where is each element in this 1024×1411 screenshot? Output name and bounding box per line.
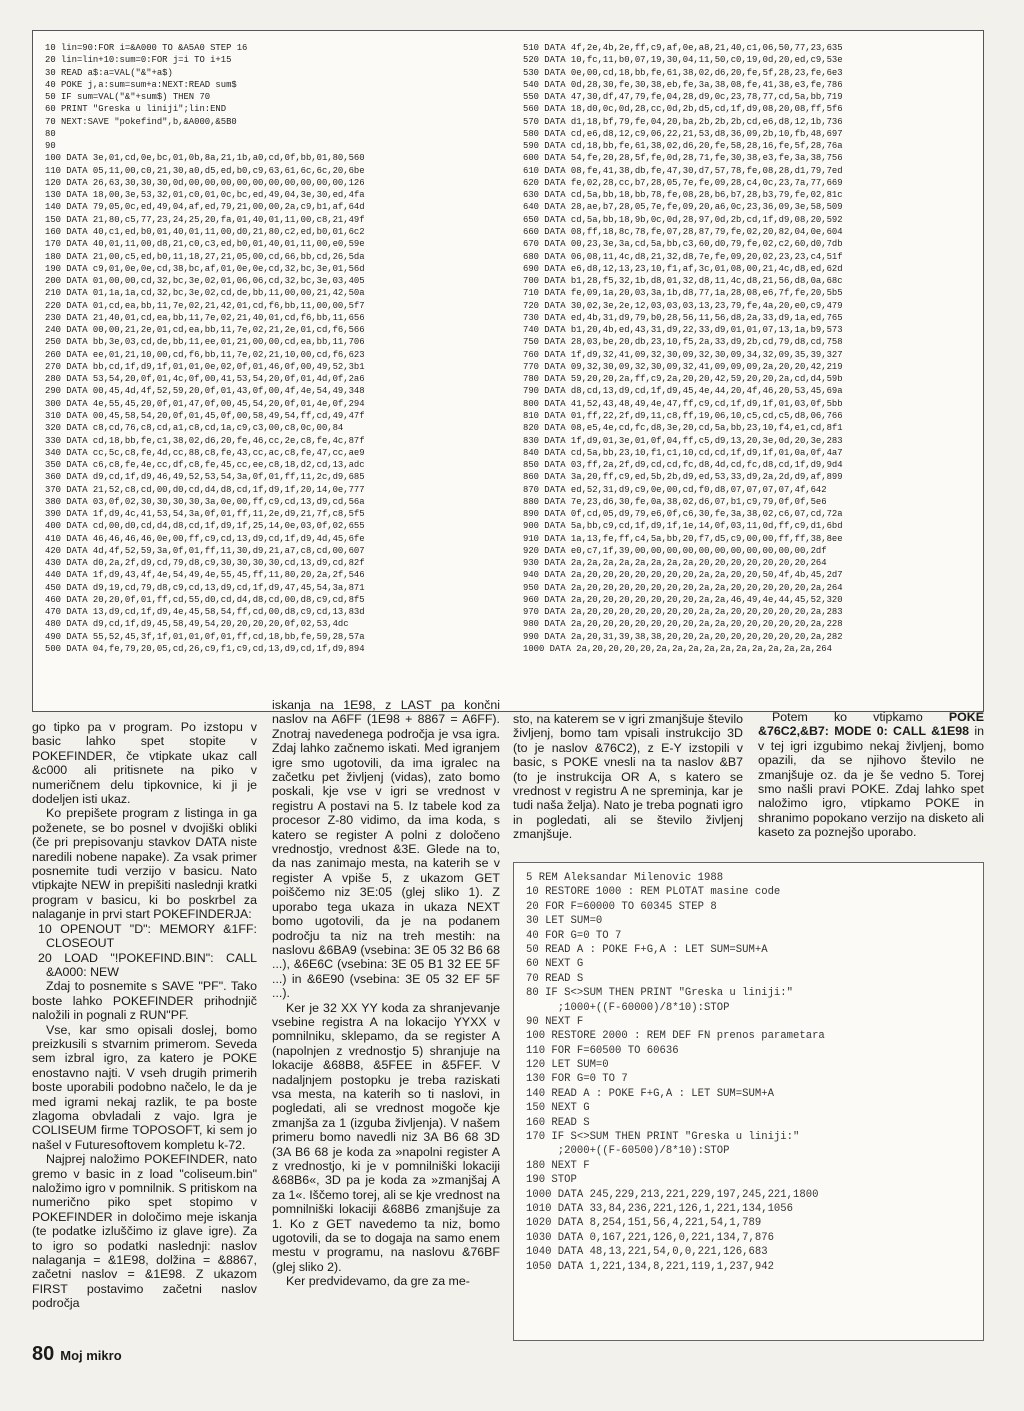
listing-line: 410 DATA 46,46,46,46,0e,00,ff,c9,cd,13,d9,cd,1f,d9,4d,45,6fe xyxy=(45,533,365,544)
paragraph: Zdaj to posnemite s SAVE "PF". Tako boste lahko POKEFINDER prihodnjič naložili in pognali z RUN"PF. xyxy=(32,979,257,1023)
listing-line: 80 xyxy=(45,128,56,139)
listing-line: 890 DATA 0f,cd,05,d9,79,e6,0f,c6,30,fe,3a,38,02,c6,07,cd,72a xyxy=(523,509,843,520)
listing-line: 70 READ S xyxy=(526,972,584,985)
article-column-2 xyxy=(272,698,500,1289)
listing-line: 110 DATA 05,11,00,c0,21,30,a0,d5,ed,b0,c9,63,61,6c,6c,20,6be xyxy=(45,165,365,176)
listing-line: 550 DATA 47,30,df,47,79,fe,04,28,d9,0c,23,78,77,cd,5a,bb,719 xyxy=(523,92,843,103)
listing-line: 40 POKE j,a:sum=sum+a:NEXT:READ sum$ xyxy=(45,79,237,90)
listing-line: 690 DATA e6,d8,12,13,23,10,f1,af,3c,01,08,00,21,4c,d8,ed,62d xyxy=(523,263,843,274)
paragraph: Ker je 32 XX YY koda za shranjevanje vsebine registra A na lokacijo YYXX v pomnilniku, sklepamo, da se register A (napolnjen z vrednostjo 5) shranjuje na lokacije &68B8, &5FEE in &5FEF. V nadaljnjem postopku je treba raziskati vsa mesta, na katerih so ti naslovi, in pogledati, ali se vrednost mogoče kje zmanjša za 1 (izguba življenja). V našem primeru bomo navedli niz 3A B6 68 3D (3A B6 68 je koda za »napolni register A z vrednostjo, ki je v pomnilniški lokaciji &68B6«, 3D pa je koda za »zmanjšaj A za 1«. Iščemo torej, ali se kje vrednost na pomnilniški lokaciji &68B6 zmanjšuje za 1. Ko z GET navedemo ta niz, bomo ugotovili, da se to dogaja na samo enem mestu v programu, na naslovu &76BF (glej sliko 2). xyxy=(272,1000,500,1274)
text-run: in v tej igri izgubimo nekaj življenj, bomo opazili, da se njihovo število ne zmanjšuje oz. da je še vedno 5. Torej smo našli pravi POKE. Zdaj lahko spet naložimo igro, vtipkamo POKE in shranimo popokano verzijo na disketo ali kaseto za poznejšo uporabo. xyxy=(758,724,984,840)
machine-code-listing-box xyxy=(32,30,984,712)
listing-right-column xyxy=(523,42,979,655)
listing-line: 1030 DATA 0,167,221,126,0,221,134,7,876 xyxy=(526,1231,774,1244)
page-footer xyxy=(32,1343,122,1366)
listing-line: 30 LET SUM=0 xyxy=(526,915,603,928)
listing-line: 140 READ A : POKE F+G,A : LET SUM=SUM+A xyxy=(526,1087,774,1100)
listing-line: 960 DATA 2a,20,20,20,20,20,20,20,2a,2a,46,49,4e,44,45,52,320 xyxy=(523,594,843,605)
listing-line: 10 lin=90:FOR i=&A000 TO &A5A0 STEP 16 xyxy=(45,43,248,53)
listing-line: 450 DATA d9,19,cd,79,d8,c9,cd,13,d9,cd,1f,d9,47,45,54,3a,871 xyxy=(45,582,365,593)
paragraph: sto, na katerem se v igri zmanjšuje število življenj, bomo tam vpisali instrukcijo 3D (to je naslov &76C2), z E-Y izstopili v basic, s POKE vnesli na ta naslov &B7 (to je instrukcija OR A, s katero se vrednost v registru A ne spreminja, kar je tudi naša želja). Nato je treba pognati igro in pogledati, ali se število življenj zmanjšuje. xyxy=(513,712,743,842)
listing-left-column xyxy=(45,42,505,655)
paragraph: Ko prepišete program z listinga in ga poženete, se bo posnel v dvojiški obliki (če pri prepisovanju stavkov DATA niste naredili nobene napake). Za vsak primer posnemite tudi verzijo v basicu. Nato vtipkajte NEW in prepišiti naslednji kratki program v basicu, ki bo poskrbel za nalaganje in prvi start POKEFINDERJA: xyxy=(32,806,257,922)
listing-line: 790 DATA d8,cd,13,d9,cd,1f,d9,45,4e,44,20,4f,46,20,53,45,69a xyxy=(523,386,843,397)
listing-line: 140 DATA 79,05,0c,ed,49,04,af,ed,79,21,00,00,2a,c9,b1,af,64d xyxy=(45,202,365,213)
listing-line: 920 DATA e0,c7,1f,39,00,00,00,00,00,00,00,00,00,00,00,2df xyxy=(523,545,827,556)
listing-line: 90 NEXT F xyxy=(526,1015,584,1028)
listing-line: 610 DATA 08,fe,41,38,db,fe,47,30,d7,57,78,fe,08,28,d1,79,7ed xyxy=(523,165,843,176)
listing-line: 940 DATA 2a,20,20,20,20,20,20,20,2a,2a,20,20,50,4f,4b,45,2d7 xyxy=(523,570,843,581)
listing-line: 150 NEXT G xyxy=(526,1102,590,1115)
magazine-name: Moj mikro xyxy=(60,1348,122,1363)
listing-line: 480 DATA d9,cd,1f,d9,45,58,49,54,20,20,20,20,0f,02,53,4dc xyxy=(45,619,349,630)
listing-line: 510 DATA 4f,2e,4b,2e,ff,c9,af,0e,a8,21,40,c1,06,50,77,23,635 xyxy=(523,43,843,53)
listing-line: 70 NEXT:SAVE "pokefind",b,&A000,&5B0 xyxy=(45,116,237,127)
listing-line: 660 DATA 08,ff,18,8c,78,fe,07,28,87,79,fe,02,20,82,04,0e,604 xyxy=(523,226,843,237)
listing-line: 670 DATA 00,23,3e,3a,cd,5a,bb,c3,60,d0,79,fe,02,c2,60,d0,7db xyxy=(523,239,843,250)
listing-line: 170 DATA 40,01,11,00,d8,21,c0,c3,ed,b0,01,40,01,11,00,e0,59e xyxy=(45,239,365,250)
listing-line: 440 DATA 1f,d9,43,4f,4e,54,49,4e,55,45,ff,11,80,20,2a,2f,546 xyxy=(45,570,365,581)
listing-line: 290 DATA 00,45,4d,4f,52,59,20,0f,01,43,0f,00,4f,4e,54,49,348 xyxy=(45,386,365,397)
listing-line: 60 NEXT G xyxy=(526,958,584,971)
listing-line: 760 DATA 1f,d9,32,41,09,32,30,09,32,30,09,34,32,09,35,39,327 xyxy=(523,349,843,360)
listing-line: 700 DATA b1,28,f5,32,1b,d8,01,32,d8,11,4c,d8,21,56,d8,0a,68c xyxy=(523,276,843,287)
listing-line: 160 DATA 40,c1,ed,b0,01,40,01,11,00,d0,21,80,c2,ed,b0,01,6c2 xyxy=(45,226,365,237)
listing-line: 60 PRINT "Greska u liniji";lin:END xyxy=(45,104,227,115)
listing-line: 870 DATA ed,52,31,d9,c9,0e,00,cd,f0,d8,07,07,07,07,4f,642 xyxy=(523,484,827,495)
listing-line: 390 DATA 1f,d9,4c,41,53,54,3a,0f,01,ff,11,2e,d9,21,7f,c8,5f5 xyxy=(45,509,365,520)
listing-line: 990 DATA 2a,20,31,39,38,38,20,20,2a,20,20,20,20,20,20,2a,282 xyxy=(523,631,843,642)
listing-line: 180 DATA 21,00,c5,ed,b0,11,18,27,21,05,00,cd,66,bb,cd,26,5da xyxy=(45,251,365,262)
listing-line: 400 DATA cd,00,d0,cd,d4,d8,cd,1f,d9,1f,25,14,0e,03,0f,02,655 xyxy=(45,521,365,532)
paragraph: iskanja na 1E98, z LAST pa končni naslov na A6FF (1E98 + 8867 = A6FF). Znotraj navedenega področja je vsa igra. Zdaj lahko začnemo iskati. Med igranjem igre smo ugotovili, da ima igralec na začetku pet življenj (vidas), zato bomo poskali, kje vse v igri se vrednost v registru A postavi na 5. Iz tabele kod za procesor Z-80 vidimo, da ima koda, s katero se register A polni z določeno vrednostjo, vrednost &3E. Glede na to, da nas zanimajo mesta, na katerih se v register A vpiše 5, z ukazom GET poiščemo niz 3E:05 (glej sliko 1). Z uporabo tega ukaza in ukaza NEXT bomo ugotovili, da je na podanem področju ta niz na treh mestih: na naslovu &6BA9 (vsebina: 3E 05 32 B6 68 ...), &6E6C (vsebina: 3E 05 B1 32 EE 5F ...) in &6E90 (vsebina: 3E 05 32 EF 5F ...). xyxy=(272,698,500,1001)
listing-line: 100 DATA 3e,01,cd,0e,bc,01,0b,8a,21,1b,a0,cd,0f,bb,01,80,560 xyxy=(45,153,365,164)
article-column-3 xyxy=(513,712,743,842)
listing-line: 840 DATA cd,5a,bb,23,10,f1,c1,10,cd,cd,1f,d9,1f,01,0a,0f,4a7 xyxy=(523,447,843,458)
listing-line: 130 FOR G=0 TO 7 xyxy=(526,1073,628,1086)
listing-line: 170 IF S<>SUM THEN PRINT "Greska u liniji:" xyxy=(526,1131,800,1144)
code-line: 10 OPENOUT "D": MEMORY &1FF: CLOSEOUT xyxy=(38,921,257,951)
poke-command: POKE &76C2,&B7: MODE 0: CALL &1E98 xyxy=(758,710,984,739)
listing-line: 30 READ a$:a=VAL("&"+a$) xyxy=(45,67,173,78)
listing-line: 120 DATA 26,63,30,30,30,0d,00,00,00,00,00,00,00,00,00,00,126 xyxy=(45,177,365,188)
listing-line: 20 FOR F=60000 TO 60345 STEP 8 xyxy=(526,900,717,913)
code-line: 20 LOAD "!POKEFIND.BIN": CALL &A000: NEW xyxy=(38,950,257,979)
listing-line: 210 DATA 01,1a,1a,cd,32,bc,3e,02,cd,de,bb,11,00,00,21,42,50a xyxy=(45,288,365,299)
listing-line: 910 DATA 1a,13,fe,ff,c4,5a,bb,20,f7,d5,c9,00,00,ff,ff,38,8ee xyxy=(523,533,843,544)
listing-line: 580 DATA cd,e6,d8,12,c9,06,22,21,53,d8,36,09,2b,10,fb,48,697 xyxy=(523,128,843,139)
listing-line: 100 RESTORE 2000 : REM DEF FN prenos parametara xyxy=(526,1030,825,1043)
listing-line: 120 LET SUM=0 xyxy=(526,1059,609,1072)
listing-line: 10 RESTORE 1000 : REM PLOTAT masine code xyxy=(526,886,781,899)
listing-line: 180 NEXT F xyxy=(526,1159,590,1172)
paragraph: go tipko pa v program. Po izstopu v basic lahko spet stopite v POKEFINDER, če vtipkate ukaz call &c000 ali pritisnete na piko v numeričnem delu tipkovnice, ki ji je dodeljen isti ukaz. xyxy=(32,720,257,807)
listing-line: 130 DATA 18,00,3e,53,32,01,c0,01,0c,bc,ed,49,04,3e,30,ed,4fa xyxy=(45,190,365,201)
listing-line: 540 DATA 0d,28,30,fe,30,38,eb,fe,3a,38,08,fe,41,38,e3,fe,786 xyxy=(523,79,843,90)
listing-line: 420 DATA 4d,4f,52,59,3a,0f,01,ff,11,30,d9,21,a7,c8,cd,00,607 xyxy=(45,545,365,556)
listing-line: 620 DATA fe,02,28,cc,b7,28,05,7e,fe,09,28,c4,0c,23,7a,77,669 xyxy=(523,177,843,188)
listing-line: 880 DATA 7e,23,d6,30,fe,0a,38,02,d6,07,b1,c9,79,0f,0f,5e6 xyxy=(523,496,827,507)
listing-line: 950 DATA 2a,20,20,20,20,20,20,20,2a,2a,20,20,20,20,20,2a,264 xyxy=(523,582,843,593)
listing-line: 680 DATA 06,08,11,4c,d8,21,32,d8,7e,fe,09,20,02,23,23,c4,51f xyxy=(523,251,843,262)
listing-line: 320 DATA c8,cd,76,c8,cd,a1,c8,cd,1a,c9,c3,00,c8,0c,00,84 xyxy=(45,423,344,434)
listing-line: 230 DATA 21,40,01,cd,ea,bb,11,7e,02,21,40,01,cd,f6,bb,11,656 xyxy=(45,312,365,323)
listing-line: 650 DATA cd,5a,bb,18,9b,0c,0d,28,97,0d,2b,cd,1f,d9,08,20,592 xyxy=(523,214,843,225)
listing-line: 470 DATA 13,d9,cd,1f,d9,4e,45,58,54,ff,cd,00,d8,c9,cd,13,83d xyxy=(45,607,365,618)
listing-line: 330 DATA cd,18,bb,fe,c1,38,02,d6,20,fe,46,cc,2e,c8,fe,4c,87f xyxy=(45,435,365,446)
text-run: Potem ko vtipkamo xyxy=(772,710,949,724)
listing-line: 280 DATA 53,54,20,0f,01,4c,0f,00,41,53,54,20,0f,01,4d,0f,2a6 xyxy=(45,374,365,385)
listing-line: 1020 DATA 8,254,151,56,4,221,54,1,789 xyxy=(526,1217,762,1230)
listing-line: 1040 DATA 48,13,221,54,0,0,221,126,683 xyxy=(526,1246,768,1259)
listing-line: 740 DATA b1,20,4b,ed,43,31,d9,22,33,d9,01,01,07,13,1a,b9,573 xyxy=(523,325,843,336)
listing-line: 710 DATA fe,09,1a,20,03,3a,1b,d8,77,1a,28,08,e6,7f,fe,20,5b5 xyxy=(523,288,843,299)
listing-line: 980 DATA 2a,20,20,20,20,20,20,20,2a,2a,20,20,20,20,20,2a,228 xyxy=(523,619,843,630)
paragraph: Ker predvidevamo, da gre za me- xyxy=(286,1274,470,1289)
listing-line: ;2000+((F-60500)/8*10):STOP xyxy=(526,1145,730,1158)
listing-line: 20 lin=lin+10:sum=0:FOR j=i TO i+15 xyxy=(45,55,232,66)
listing-line: 730 DATA ed,4b,31,d9,79,b0,28,56,11,56,d8,2a,33,d9,1a,ed,765 xyxy=(523,312,843,323)
listing-line: 830 DATA 1f,d9,01,3e,01,0f,04,ff,c5,d9,13,20,3e,0d,20,3e,283 xyxy=(523,435,843,446)
listing-line: 820 DATA 08,e5,4e,cd,fc,d8,3e,20,cd,5a,bb,23,10,f4,e1,cd,8f1 xyxy=(523,423,843,434)
article-column-4 xyxy=(758,710,984,840)
listing-line: 460 DATA 20,20,0f,01,ff,cd,55,d0,cd,d4,d8,cd,00,d8,c9,cd,8f5 xyxy=(45,594,365,605)
basic-listing xyxy=(526,871,825,1274)
listing-line: 560 DATA 18,d0,0c,0d,28,cc,0d,2b,d5,cd,1f,d9,08,20,08,ff,5f6 xyxy=(523,104,843,115)
listing-line: 90 xyxy=(45,141,56,152)
listing-line: 250 DATA bb,3e,03,cd,de,bb,11,ee,01,21,00,00,cd,ea,bb,11,706 xyxy=(45,337,365,348)
page-number: 80 xyxy=(32,1343,55,1365)
listing-line: 50 IF sum=VAL("&"+sum$) THEN 70 xyxy=(45,92,211,103)
listing-line: 360 DATA d9,cd,1f,d9,46,49,52,53,54,3a,0f,01,ff,11,2c,d9,685 xyxy=(45,472,365,483)
listing-line: 110 FOR F=60500 TO 60636 xyxy=(526,1044,679,1057)
listing-line: 350 DATA c6,c8,fe,4e,cc,df,c8,fe,45,cc,ee,c8,18,d2,cd,13,adc xyxy=(45,460,365,471)
listing-line: 150 DATA 21,80,c5,77,23,24,25,20,fa,01,40,01,11,00,c8,21,49f xyxy=(45,214,365,225)
listing-line: 970 DATA 2a,20,20,20,20,20,20,20,2a,2a,20,20,20,20,20,2a,283 xyxy=(523,607,843,618)
listing-line: 800 DATA 41,52,43,48,49,4e,47,ff,c9,cd,1f,d9,1f,01,03,0f,5bb xyxy=(523,398,843,409)
listing-line: 310 DATA 00,45,58,54,20,0f,01,45,0f,00,58,49,54,ff,cd,49,47f xyxy=(45,410,365,421)
listing-line: 720 DATA 30,02,3e,2e,12,03,03,03,13,23,79,fe,4a,20,e0,c9,479 xyxy=(523,300,843,311)
listing-line: 270 DATA bb,cd,1f,d9,1f,01,01,0e,02,0f,01,46,0f,00,49,52,3b1 xyxy=(45,361,365,372)
listing-line: 490 DATA 55,52,45,3f,1f,01,01,0f,01,ff,cd,18,bb,fe,59,28,57a xyxy=(45,631,365,642)
listing-line: 160 READ S xyxy=(526,1116,590,1129)
listing-line: 930 DATA 2a,2a,2a,2a,2a,2a,2a,2a,20,20,20,20,20,20,20,264 xyxy=(523,558,827,569)
listing-line: 750 DATA 28,03,be,20,db,23,10,f5,2a,33,d9,2b,cd,79,d8,cd,758 xyxy=(523,337,843,348)
listing-line: 260 DATA ee,01,21,10,00,cd,f6,bb,11,7e,02,21,10,00,cd,f6,623 xyxy=(45,349,365,360)
listing-line: 850 DATA 03,ff,2a,2f,d9,cd,cd,fc,d8,4d,cd,fc,d8,cd,1f,d9,9d4 xyxy=(523,460,843,471)
listing-line: 600 DATA 54,fe,20,28,5f,fe,0d,28,71,fe,30,38,e3,fe,3a,38,756 xyxy=(523,153,843,164)
listing-line: 50 READ A : POKE F+G,A : LET SUM=SUM+A xyxy=(526,943,768,956)
listing-line: 640 DATA 28,ae,b7,28,05,7e,fe,09,20,a6,0c,23,36,09,3e,58,509 xyxy=(523,202,843,213)
listing-line: 80 IF S<>SUM THEN PRINT "Greska u liniji:" xyxy=(526,987,794,1000)
listing-line: 1000 DATA 2a,20,20,20,20,2a,2a,2a,2a,2a,2a,2a,2a,2a,2a,264 xyxy=(523,644,832,655)
listing-line: 5 REM Aleksandar Milenovic 1988 xyxy=(526,872,724,884)
listing-line: 860 DATA 3a,20,ff,c9,ed,5b,2b,d9,ed,53,33,d9,2a,2d,d9,af,899 xyxy=(523,472,843,483)
listing-line: 530 DATA 0e,00,cd,18,bb,fe,61,38,02,d6,20,fe,5f,28,23,fe,6e3 xyxy=(523,67,843,78)
paragraph: Vse, kar smo opisali doslej, bomo preizkusili s stvarnim primerom. Seveda sem izbral igro, za katero je POKE enostavno najti. V vseh drugih primerih boste uporabili podobno načelo, le da je med igrami nekaj razlik, te pa boste zlagoma obvladali z vajo. Igra je COLISEUM firme TOPOSOFT, ki sem jo našel v Futuresoftovem kompletu k-72. xyxy=(32,1022,257,1152)
listing-line: 1010 DATA 33,84,236,221,126,1,221,134,1056 xyxy=(526,1202,794,1215)
listing-line: 810 DATA 01,ff,22,2f,d9,11,c8,ff,19,06,10,c5,cd,c5,d8,06,766 xyxy=(523,410,843,421)
listing-line: 780 DATA 59,20,20,2a,ff,c9,2a,20,20,42,59,20,20,2a,cd,d4,59b xyxy=(523,374,843,385)
listing-line: 570 DATA d1,18,bf,79,fe,04,20,ba,2b,2b,2b,cd,e6,d8,12,1b,736 xyxy=(523,116,843,127)
listing-line: ;1000+((F-60000)/8*10):STOP xyxy=(526,1001,730,1014)
listing-line: 200 DATA 01,00,00,cd,32,bc,3e,02,01,06,06,cd,32,bc,3e,03,405 xyxy=(45,276,365,287)
listing-line: 590 DATA cd,18,bb,fe,61,38,02,d6,20,fe,58,28,16,fe,5f,28,76a xyxy=(523,141,843,152)
listing-line: 340 DATA cc,5c,c8,fe,4d,cc,88,c8,fe,43,cc,ac,c8,fe,47,cc,ae9 xyxy=(45,447,365,458)
listing-line: 500 DATA 04,fe,79,20,05,cd,26,c9,f1,c9,cd,13,d9,cd,1f,d9,894 xyxy=(45,644,365,655)
paragraph xyxy=(758,710,984,840)
listing-line: 380 DATA 03,0f,02,30,30,30,30,3a,0e,00,ff,c9,cd,13,d9,cd,56a xyxy=(45,496,365,507)
listing-line: 630 DATA cd,5a,bb,18,bb,78,fe,08,28,b6,b7,28,b3,79,fe,02,81c xyxy=(523,190,843,201)
listing-line: 220 DATA 01,cd,ea,bb,11,7e,02,21,42,01,cd,f6,bb,11,00,00,5f7 xyxy=(45,300,365,311)
listing-line: 430 DATA d0,2a,2f,d9,cd,79,d8,c9,30,30,30,30,cd,13,d9,cd,82f xyxy=(45,558,365,569)
listing-line: 240 DATA 00,00,21,2e,01,cd,ea,bb,11,7e,02,21,2e,01,cd,f6,566 xyxy=(45,325,365,336)
paragraph: Najprej naložimo POKEFINDER, nato gremo v basic in z load "coliseum.bin" naložimo igro v pomnilnik. S pritiskom na numerično piko spet stopimo v POKEFINDER in določimo meje iskanja (te podatke izluščimo iz glave igre). Za to igro so podatki naslednji: naslov nalaganja = &1E98, dolžina = &8867, začetni naslov = &1E98. Z ukazom FIRST postavimo začetni naslov področja xyxy=(32,1152,257,1311)
listing-line: 1050 DATA 1,221,134,8,221,119,1,237,942 xyxy=(526,1260,774,1273)
listing-line: 770 DATA 09,32,30,09,32,30,09,32,41,09,09,09,2a,20,20,42,219 xyxy=(523,361,843,372)
listing-line: 1000 DATA 245,229,213,221,229,197,245,221,1800 xyxy=(526,1188,819,1201)
article-column-1 xyxy=(32,720,257,1311)
basic-listing-box xyxy=(513,862,984,1341)
listing-line: 370 DATA 21,52,c8,cd,00,d0,cd,d4,d8,cd,1f,d9,1f,20,14,0e,777 xyxy=(45,484,365,495)
listing-line: 520 DATA 10,fc,11,b0,07,19,30,04,11,50,c0,19,0d,20,ed,c9,53e xyxy=(523,55,843,66)
listing-line: 300 DATA 4e,55,45,20,0f,01,47,0f,00,45,54,20,0f,01,4e,0f,294 xyxy=(45,398,365,409)
listing-line: 900 DATA 5a,bb,c9,cd,1f,d9,1f,1e,14,0f,03,11,0d,ff,c9,d1,6bd xyxy=(523,521,843,532)
listing-line: 190 DATA c9,01,0e,0e,cd,38,bc,af,01,0e,0e,cd,32,bc,3e,01,56d xyxy=(45,263,365,274)
listing-line: 190 STOP xyxy=(526,1174,577,1187)
listing-line: 40 FOR G=0 TO 7 xyxy=(526,929,622,942)
